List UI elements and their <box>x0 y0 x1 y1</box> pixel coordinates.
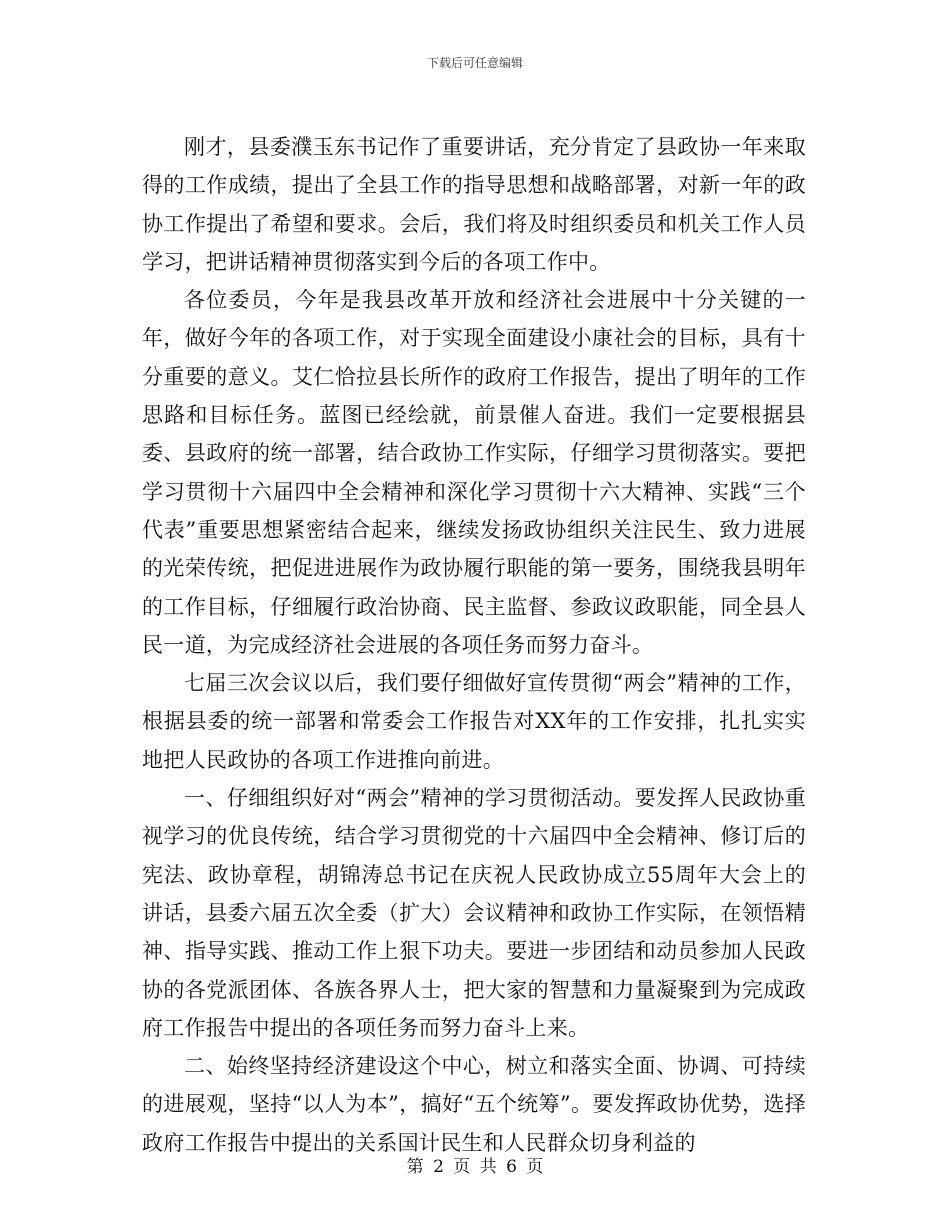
paragraph-1: 刚才，县委濮玉东书记作了重要讲话，充分肯定了县政协一年来取得的工作成绩，提出了全县工作的指导思想和战略部署，对新一年的政协工作提出了希望和要求。会后，我们将及时组织委员和机关工作人员学习，把讲话精神贯彻落实到今后的各项工作中。 <box>142 135 806 274</box>
paragraph-2: 各位委员，今年是我县改革开放和经济社会进展中十分关键的一年，做好今年的各项工作，对于实现全面建设小康社会的目标，具有十分重要的意义。艾仁恰拉县长所作的政府工作报告，提出了明年的工作思路和目标任务。蓝图已经绘就，前景催人奋进。我们一定要根据县委、县政府的统一部署，结合政协工作实际，仔细学习贯彻落实。要把学习贯彻十六届四中全会精神和深化学习贯彻十六大精神、实践“三个代表”重要思想紧密结合起来，继续发扬政协组织关注民生、致力进展的光荣传统，把促进进展作为政协履行职能的第一要务，围绕我县明年的工作目标，仔细履行政治协商、民主监督、参政议政职能，同全县人民一道，为完成经济社会进展的各项任务而努力奋斗。 <box>142 288 806 657</box>
paragraph-4: 一、仔细组织好对“两会”精神的学习贯彻活动。要发挥人民政协重视学习的优良传统，结合学习贯彻党的十六届四中全会精神、修订后的宪法、政协章程，胡锦涛总书记在庆祝人民政协成立55周年大会上的讲话，县委六届五次全委（扩大）会议精神和政协工作实际，在领悟精神、指导实践、推动工作上狠下功夫。要进一步团结和动员参加人民政协的各党派团体、各族各界人士，把大家的智慧和力量凝聚到为完成政府工作报告中提出的各项任务而努力奋斗上来。 <box>142 786 806 1040</box>
page-header: 下载后可任意编辑 <box>426 56 523 70</box>
document-body <box>142 128 806 1162</box>
paragraph-3: 七届三次会议以后，我们要仔细做好宣传贯彻“两会”精神的工作，根据县委的统一部署和常委会工作报告对XX年的工作安排，扎扎实实地把人民政协的各项工作进推向前进。 <box>142 671 806 772</box>
page-number: 第 2 页 共 6 页 <box>406 1157 544 1177</box>
paragraph-5: 二、始终坚持经济建设这个中心，树立和落实全面、协调、可持续的进展观，坚持“以人为本”，搞好“五个统筹”。要发挥政协优势，选择政府工作报告中提出的关系国计民生和人民群众切身利益的 <box>142 1054 806 1155</box>
